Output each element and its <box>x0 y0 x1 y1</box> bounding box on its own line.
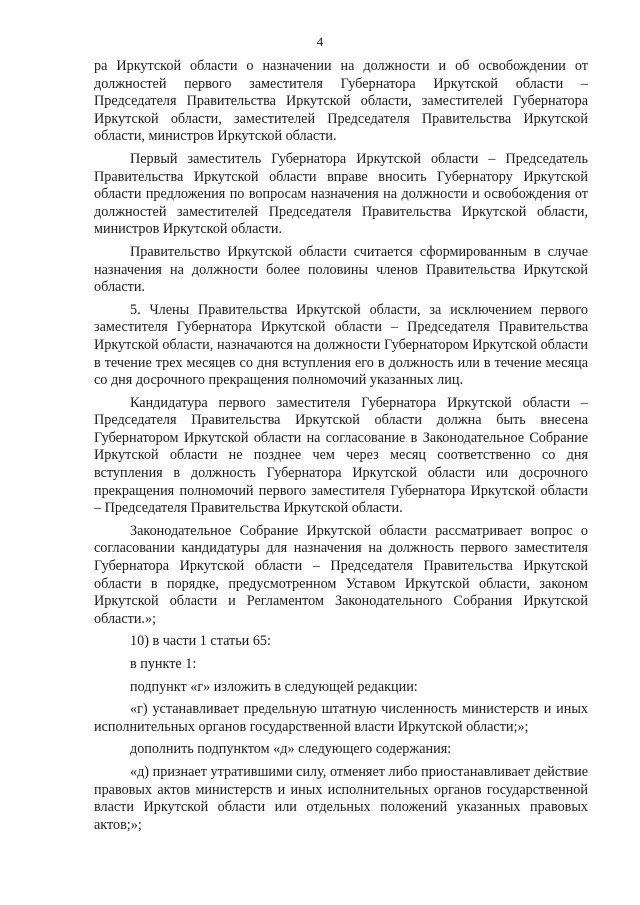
paragraph: «г) устанавливает предельную штатную численность министерств и иных исполнительных органов государственной власти Иркутской области;»; <box>94 701 588 735</box>
paragraph: подпункт «г» изложить в следующей редакции: <box>130 678 418 695</box>
paragraph: 5. Члены Правительства Иркутской области, за исключением первого заместителя Губернатора Иркутской области – Председателя Правительства Иркутской области, назначаются на должности Губернатором Иркутской области в течение трех месяцев со дня вступления его в должность или в течение месяца со дня досрочного прекращения полномочий указанных лиц. <box>94 301 588 389</box>
paragraph: в пункте 1: <box>130 656 197 672</box>
paragraph: ра Иркутской области о назначении на должности и об освобождении от должностей первого заместителя Губернатора Иркутской области – Председателя Правительства Иркутской области, заместителей Губернатора Иркутской области, заместителей Председателя Правительства Иркутской области, министров Иркутской области. <box>94 58 588 145</box>
document-body <box>94 58 588 839</box>
paragraph: Правительство Иркутской области считается сформированным в случае назначения на должности более половины членов Правительства Иркутской области. <box>94 243 588 296</box>
page-number: 4 <box>316 34 324 49</box>
paragraph: Законодательное Собрание Иркутской области рассматривает вопрос о согласовании кандидатуры для назначения на должность первого заместителя Губернатора Иркутской области – Председателя Правительства Иркутской области в порядке, предусмотренном Уставом Иркутской области, законом Иркутской области и Регламентом Законодательного Собрания Иркутской области.»; <box>94 522 588 627</box>
paragraph: Первый заместитель Губернатора Иркутской области – Председатель Правительства Иркутской области вправе вносить Губернатору Иркутской области предложения по вопросам назначения на должности и освобождения от должностей заместителей Председателя Правительства Иркутской области, министров Иркутской области. <box>94 150 588 238</box>
paragraph: Кандидатура первого заместителя Губернатора Иркутской области – Председателя Правительства Иркутской области должна быть внесена Губернатором Иркутской области на согласование в Законодательное Собрание Иркутской области не позднее чем через месяц соответственно со дня вступления в должность Губернатора Иркутской области или досрочного прекращения полномочий первого заместителя Губернатора Иркутской области – Председателя Правительства Иркутской области. <box>94 394 588 517</box>
paragraph: 10) в части 1 статьи 65: <box>130 633 271 650</box>
paragraph: «д) признает утратившими силу, отменяет либо приостанавливает действие правовых актов министерств и иных исполнительных органов государственной власти Иркутской области или отдельных положений указанных правовых актов;»; <box>94 763 588 833</box>
paragraph: дополнить подпунктом «д» следующего содержания: <box>130 741 452 758</box>
